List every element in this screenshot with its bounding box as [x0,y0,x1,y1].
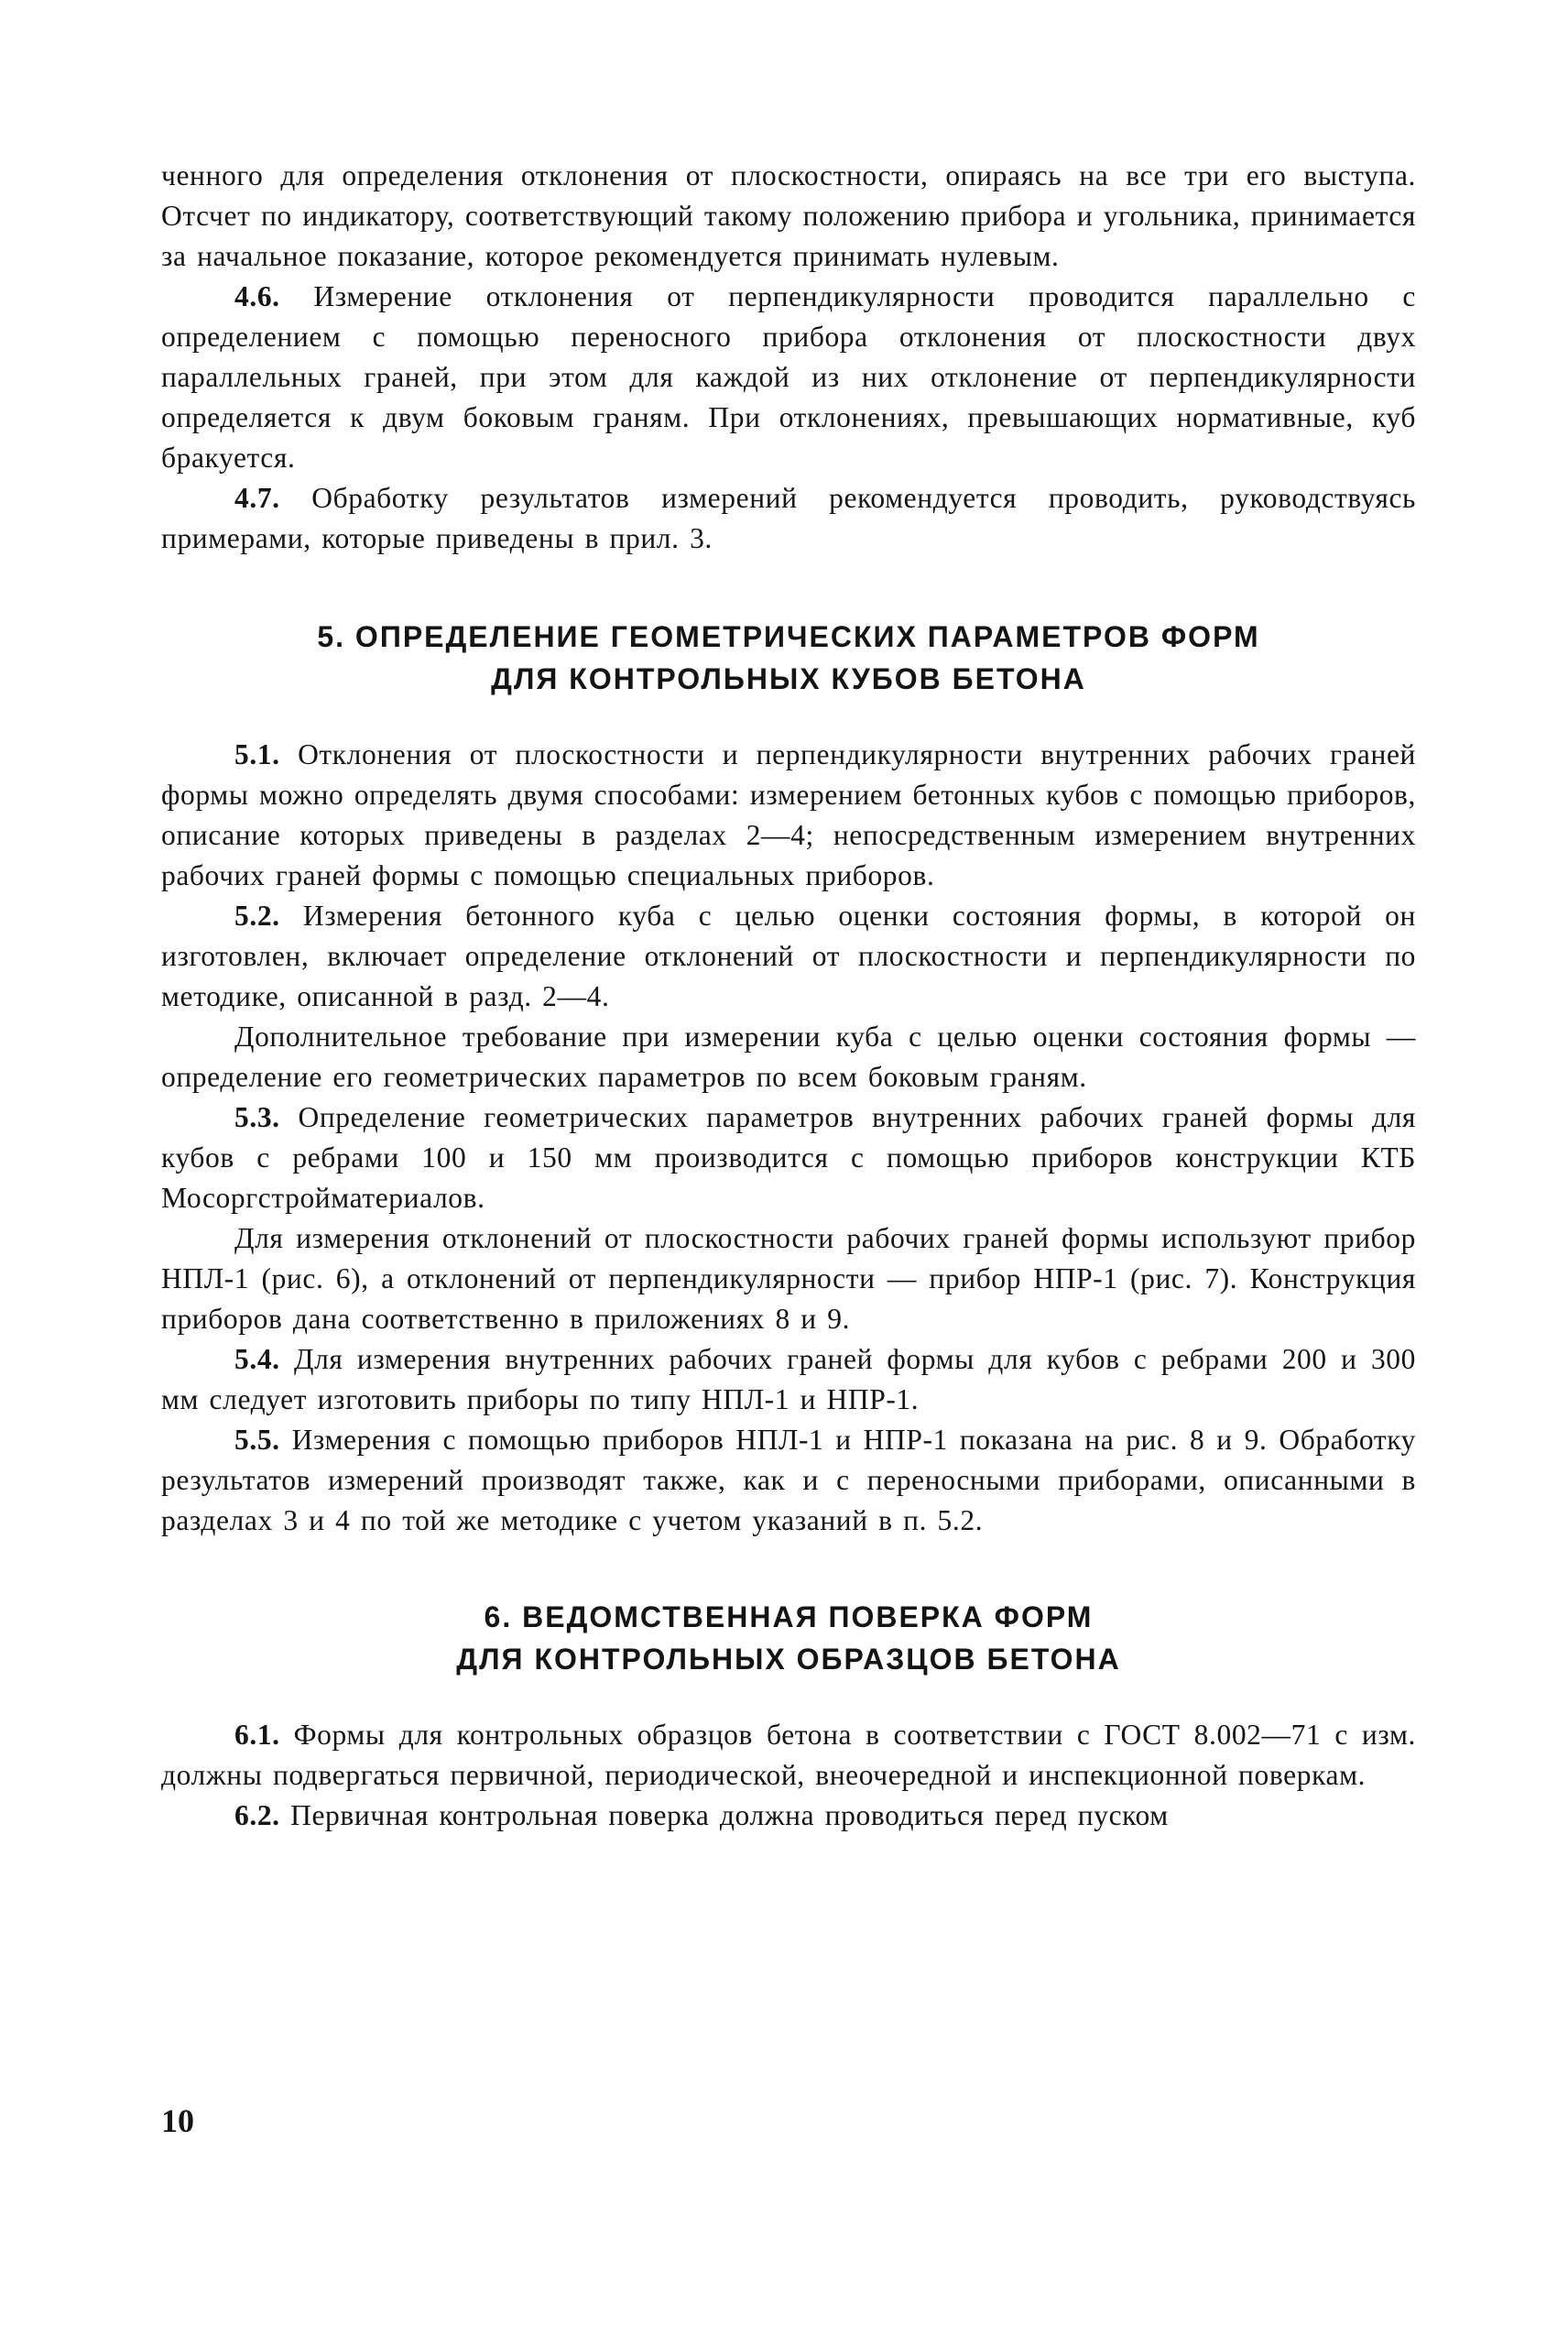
paragraph-number: 6.1. [234,1719,280,1751]
section-5-heading [161,616,1416,700]
paragraph-instruments: Для измерения отклонений от плоскостности рабочих граней формы используют прибор НПЛ-1 (рис. 6), а отклонений от перпендикулярности — прибор НПР-1 (рис. 7). Конструкция приборов дана соответственно в приложениях 8 и 9. [161,1222,1416,1335]
section-5-title-line1: 5. ОПРЕДЕЛЕНИЕ ГЕОМЕТРИЧЕСКИХ ПАРАМЕТРОВ ФОРМ [317,620,1260,653]
paragraph-5-1: 5.1. Отклонения от плоскостности и перпендикулярности внутренних рабочих граней формы можно определять двумя способами: измерением бетонных кубов с помощью приборов, описание которых приведены в разделах 2—4; непосредственным измерением внутренних рабочих граней формы с помощью специальных приборов. [161,738,1416,891]
paragraph-5-2: 5.2. Измерения бетонного куба с целью оценки состояния формы, в которой он изготовлен, включает определение отклонений от плоскостности и перпендикулярности по методике, описанной в разд. 2—4. [161,900,1416,1012]
paragraph-4-6: 4.6. Измерение отклонения от перпендикулярности проводится параллельно с определением с помощью переносного прибора отклонения от плоскостности двух параллельных граней, при этом для каждой из них отклонение от перпендикулярности определяется к двум боковым граням. При отклонениях, превышающих нормативные, куб бракуется. [161,280,1416,474]
paragraph-6-1: 6.1. Формы для контрольных образцов бетона в соответствии с ГОСТ 8.002—71 с изм. должны подвергаться первичной, периодической, внеочередной и инспекционной поверкам. [161,1719,1416,1791]
section-6-title-line1: 6. ВЕДОМСТВЕННАЯ ПОВЕРКА ФОРМ [484,1600,1094,1633]
section-6-heading [161,1596,1416,1680]
paragraph-additional-requirement: Дополнительное требование при измерении куба с целью оценки состояния формы — определение его геометрических параметров по всем боковым граням. [161,1021,1416,1093]
paragraph-5-4: 5.4. Для измерения внутренних рабочих граней формы для кубов с ребрами 200 и 300 мм следует изготовить приборы по типу НПЛ-1 и НПР-1. [161,1343,1416,1415]
paragraph-4-7: 4.7. Обработку результатов измерений рекомендуется проводить, руководствуясь примерами, которые приведены в прил. 3. [161,482,1416,554]
paragraph-number: 5.3. [234,1101,280,1133]
paragraph-number: 4.7. [234,482,280,514]
paragraph-number: 4.6. [234,280,280,312]
document-page [161,156,1416,1836]
paragraph-number: 5.4. [234,1343,280,1375]
paragraph-5-5: 5.5. Измерения с помощью приборов НПЛ-1 и НПР-1 показана на рис. 8 и 9. Обработку результатов измерений производят также, как и с переносными приборами, описанными в разделах 3 и 4 по той же методике с учетом указаний в п. 5.2. [161,1424,1416,1536]
paragraph-number: 5.5. [234,1424,280,1456]
paragraph-6-2: 6.2. Первичная контрольная поверка должна проводиться перед пуском [234,1799,1169,1831]
paragraph-number: 5.1. [234,738,280,770]
paragraph-continuation: ченного для определения отклонения от плоскостности, опираясь на все три его выступа. Отсчет по индикатору, соответствующий такому положению прибора и угольника, принимается за начальное показание, которое рекомендуется принимать нулевым. [161,159,1416,272]
paragraph-5-3: 5.3. Определение геометрических параметров внутренних рабочих граней формы для кубов с ребрами 100 и 150 мм производится с помощью приборов конструкции КТБ Мосоргстройматериалов. [161,1101,1416,1214]
page-number: 10 [161,2102,194,2139]
section-6-title-line2: ДЛЯ КОНТРОЛЬНЫХ ОБРАЗЦОВ БЕТОНА [456,1643,1121,1676]
paragraph-number: 5.2. [234,900,280,932]
section-5-title-line2: ДЛЯ КОНТРОЛЬНЫХ КУБОВ БЕТОНА [491,662,1086,695]
paragraph-number: 6.2. [234,1799,280,1831]
